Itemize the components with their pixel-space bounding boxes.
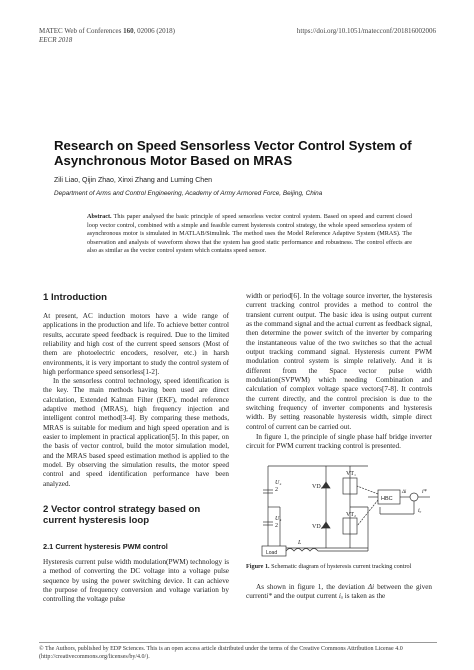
vd2-label: VD₂ — [312, 524, 323, 530]
ud-top-label: U₄ — [275, 480, 282, 486]
deviation-symbol: Δi — [367, 583, 375, 591]
license-footer: © The Authors, published by EDP Sciences. This is an open access article distributed under the terms of the Creative Commons Attribution License 4.0 (http://creativecommons.org/licenses/by/4.0/). — [39, 642, 437, 661]
journal-prefix: MATEC Web of Conferences — [39, 27, 124, 35]
reference-current-label: i* — [422, 489, 427, 495]
after-figure-text-2: between the given current — [246, 583, 432, 601]
deviation-label: Δi — [402, 490, 407, 495]
right-column-paragraph-2: In figure 1, the principle of single phase half bridge inverter circuit for PWM current tracking control is presented. — [246, 433, 432, 451]
vd1-label: VD₁ — [312, 484, 323, 490]
vt2-label: VT₂ — [346, 512, 357, 518]
abstract-text: This paper analysed the basic principle of speed sensorless vector control system. Based on speed and current closed loop vector control, combined with a simple and feasible current hysteresis control strategy, the whole speed sensorless system of asynchronous motor is simulated in MATLAB/Simulink. The method uses the Model Reference Adaptive System (MRAS). The observation and analysis of waveform shows that the system has good static performance and robustness. The control effects are also as similar as the vector control system which contains speed sensor. — [87, 213, 412, 255]
caption-text: Schematic diagram of hysteresis current tracking control — [269, 563, 412, 570]
section-heading-introduction: 1 Introduction — [43, 292, 107, 303]
ud-bottom-denominator: 2 — [275, 523, 278, 529]
after-figure-text-4: is taken as the — [342, 592, 386, 601]
vt1-label: VT₁ — [346, 471, 357, 477]
hbc-label: HBC — [381, 496, 393, 502]
affiliation: Department of Arms and Control Engineering, Academy of Army Armored Force, Beijing, China — [54, 190, 323, 197]
author-list: Zili Liao, Qijin Zhao, Xinxi Zhang and Luming Chen — [54, 177, 212, 184]
figure-1-caption — [246, 563, 432, 571]
ud-bottom-label: U₄ — [275, 516, 282, 522]
circuit-schematic — [260, 460, 434, 560]
journal-name — [39, 27, 175, 35]
right-column-paragraph-1: width or period[6]. In the voltage source inverter, the hysteresis current tracking control provides a method to control the transient current output. The basic idea is using output current as the command signal and the actual current as feedback signal, then determine the power switch of the inverter by comparing the instantaneous value of the two switches so that the actual output tracking command signal. Hysteresis current PWM modulation control system is simple relatively. And it is different from the Space vector pulse width modulation(SVPWM) which needing Combination and calculation of complex voltage space vectors[7-8]. It controls the current directly, and the control precision is due to the switching frequency of inverter components and hysteresis width. By setting reasonable hysteresis width, simple direct control of current can be carried out. — [246, 292, 432, 431]
doi-link[interactable]: https://doi.org/10.1051/matecconf/201816002006 — [296, 27, 436, 35]
output-current-label: iₐ — [418, 508, 422, 514]
intro-paragraph-1: At present, AC induction motors have a wide range of applications in the production and life. To achieve better control results, accurate speed feedback is required. Due to the limited reliability and high cost of the current speed sensors (Most of them are photoelectric encoders, resolver, etc.) in harsh environments, it is very important to study the control system of high performance speed sensorless[1-2]. — [43, 312, 229, 377]
inductor-label: L — [298, 540, 302, 546]
figure-1-circuit-diagram — [260, 460, 434, 560]
journal-suffix: , 02006 (2018) — [133, 27, 175, 35]
caption-label: Figure 1. — [246, 563, 270, 570]
abstract-label: Abstract. — [87, 213, 112, 220]
intro-paragraph-2: In the sensorless control technology, speed identification is the key. The main methods having been used are direct calculation, Extended Kalman Filter (EKF), model reference adaptive method (MRAS), high frequency injection and intelligent control method[3-4]. By comparing these methods, MRAS is suitable for medium and high speed operation and is easier to implement in practical application[5]. In this paper, on the basis of vector control, build the motor simulation model, and the MRAS based speed estimation method is applied to the model. By observing the simulation results, the motor speed control and speed identification performance have been analyzed. — [43, 377, 229, 488]
paper-title: Research on Speed Sensorless Vector Control System of Asynchronous Motor Based on MRAS — [54, 138, 412, 168]
running-header-left — [39, 27, 175, 45]
abstract — [87, 213, 412, 256]
conference-name: EECR 2018 — [39, 36, 73, 44]
after-figure-text-1: As shown in figure 1, the deviation — [256, 583, 368, 591]
after-figure-paragraph — [246, 583, 432, 602]
journal-volume: 160 — [123, 27, 134, 35]
subsection-heading-2-1: 2.1 Current hysteresis PWM control — [43, 542, 168, 551]
section-2-1-paragraph: Hysteresis current pulse width modulation(PWM) technology is a method of converting the DC voltage into a voltage pulse sequence by using the power switching device. It can achieve the purpose of frequency conversion and voltage variation by controlling the voltage pulse — [43, 558, 229, 604]
after-figure-text-3: and the output current — [271, 592, 339, 601]
section-heading-2: 2 Vector control strategy based on current hysteresis loop — [43, 504, 201, 526]
ud-top-denominator: 2 — [275, 487, 278, 493]
load-label: Load — [266, 550, 278, 556]
output-current-symbol: iₐ — [338, 592, 343, 601]
given-current-symbol: i* — [266, 592, 272, 601]
